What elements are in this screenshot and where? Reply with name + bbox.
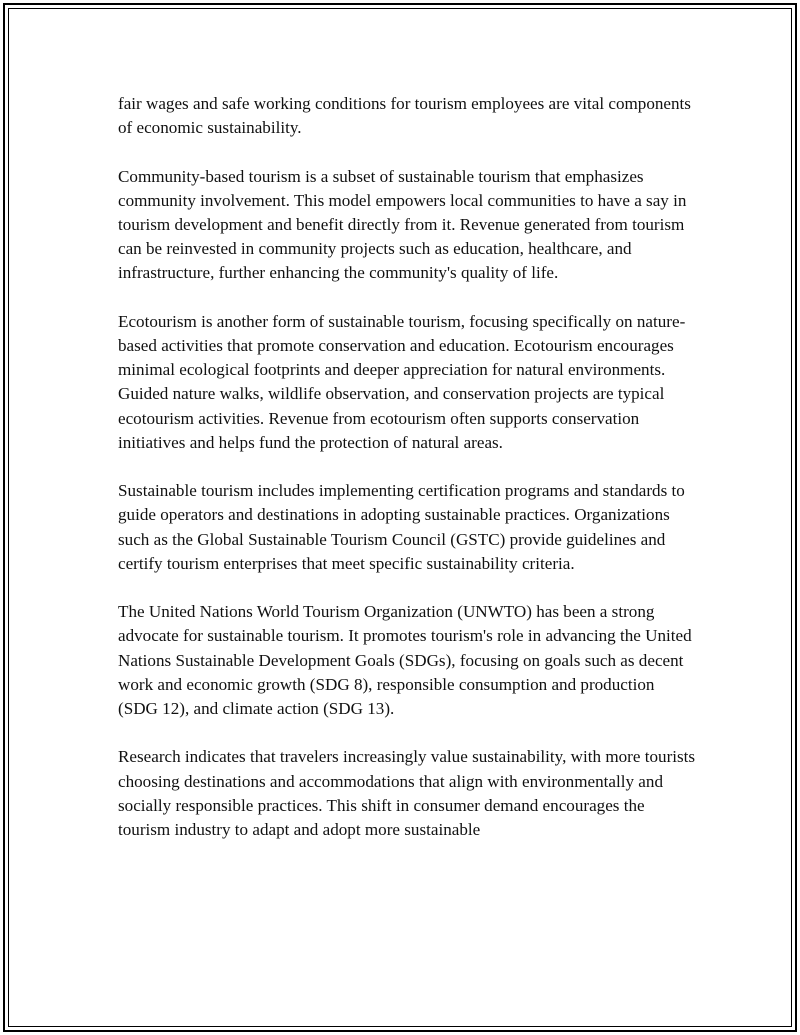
paragraph-community-based-tourism: Community-based tourism is a subset of sustainable tourism that emphasizes community involvement. This model empowers local communities to have a say in tourism development and benefit directly from it. Revenue generated from tourism can be reinvested in community projects such as education, healthcare, and infrastructure, further enhancing the community's quality of life.: [118, 166, 687, 283]
document-body: [118, 92, 698, 842]
paragraph-unwto: The United Nations World Tourism Organization (UNWTO) has been a strong advocate for sustainable tourism. It promotes tourism's role in advancing the United Nations Sustainable Development Goals (SDGs), focusing on goals such as decent work and economic growth (SDG 8), responsible consumption and production (SDG 12), and climate action (SDG 13).: [118, 602, 692, 719]
paragraph-economic-sustainability: fair wages and safe working conditions for tourism employees are vital components of economic sustainability.: [118, 94, 691, 138]
paragraph-ecotourism: Ecotourism is another form of sustainable tourism, focusing specifically on nature-based activities that promote conservation and education. Ecotourism encourages minimal ecological footprints and deeper appreciation for natural environments. Guided nature walks, wildlife observation, and conservation projects are typical ecotourism activities. Revenue from ecotourism often supports conservation initiatives and helps fund the protection of natural areas.: [118, 311, 686, 452]
paragraph-traveler-research: Research indicates that travelers increasingly value sustainability, with more tourists choosing destinations and accommodations that align with environmentally and socially responsible practices. This shift in consumer demand encourages the tourism industry to adapt and adopt more sustainable: [118, 747, 696, 840]
paragraph-certification-programs: Sustainable tourism includes implementing certification programs and standards to guide operators and destinations in adopting sustainable practices. Organizations such as the Global Sustainable Tourism Council (GSTC) provide guidelines and certify tourism enterprises that meet specific sustainability criteria.: [118, 481, 685, 573]
